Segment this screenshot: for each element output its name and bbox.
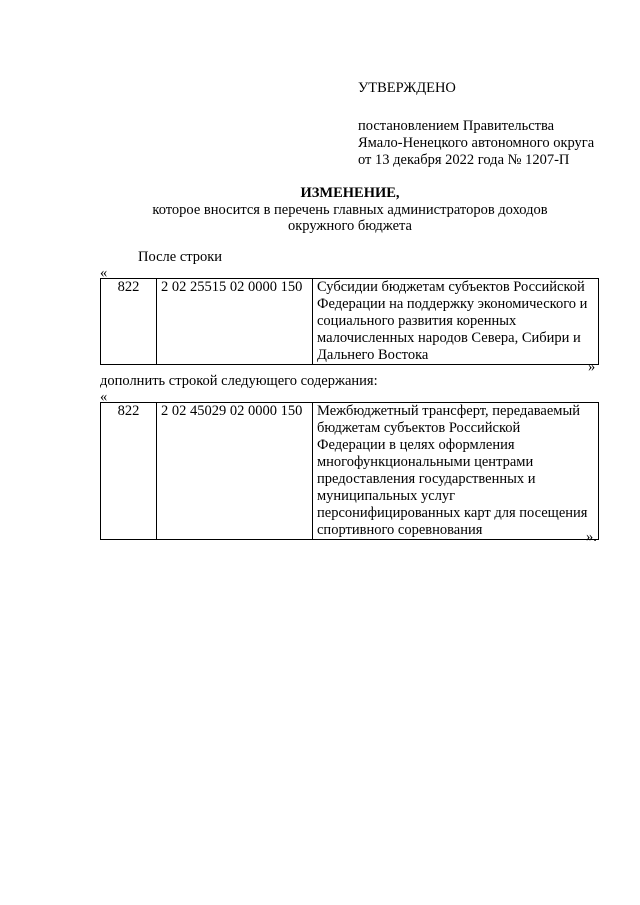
- description-line: персонифицированных карт для посещения: [317, 505, 588, 521]
- open-quote: «: [100, 389, 108, 405]
- document-subtitle: [100, 202, 600, 234]
- description-line: Федерации в целях оформления: [317, 437, 515, 453]
- table-row: [101, 403, 599, 540]
- existing-row-table: [100, 278, 599, 365]
- subtitle-line: которое вносится в перечень главных администраторов доходов: [152, 202, 548, 218]
- after-row-text: После строки: [138, 249, 223, 265]
- description-line: предоставления государственных и: [317, 471, 536, 487]
- document-title: ИЗМЕНЕНИЕ,: [300, 185, 400, 201]
- supplement-text: дополнить строкой следующего содержания:: [100, 373, 378, 389]
- description-line: Межбюджетный трансферт, передаваемый: [317, 403, 580, 419]
- kbk-code-cell: 2 02 25515 02 0000 150: [157, 279, 313, 365]
- approval-line: постановлением Правительства: [358, 118, 555, 134]
- document-heading: [100, 185, 600, 234]
- open-quote: «: [100, 265, 108, 281]
- approval-line: Ямало-Ненецкого автономного округа: [358, 135, 595, 151]
- table-row: [101, 279, 599, 365]
- description-line: Дальнего Востока: [317, 347, 429, 363]
- description-line: спортивного соревнования: [317, 522, 483, 538]
- admin-code-cell: 822: [101, 279, 157, 365]
- final-close-quote: ».: [586, 529, 597, 545]
- description-line: социального развития коренных: [317, 313, 517, 329]
- approval-title: УТВЕРЖДЕНО: [358, 80, 456, 96]
- description-cell: [313, 403, 599, 540]
- description-line: муниципальных услуг: [317, 488, 456, 504]
- kbk-code-cell: 2 02 45029 02 0000 150: [157, 403, 313, 540]
- approval-details: [358, 118, 628, 169]
- admin-code-cell: 822: [101, 403, 157, 540]
- description-line: бюджетам субъектов Российской: [317, 420, 521, 436]
- description-line: малочисленных народов Севера, Сибири и: [317, 330, 581, 346]
- close-quote: »: [588, 359, 596, 375]
- description-line: многофункциональными центрами: [317, 454, 534, 470]
- approval-line: от 13 декабря 2022 года № 1207-П: [358, 152, 570, 168]
- subtitle-line: окружного бюджета: [288, 218, 412, 234]
- description-line: Федерации на поддержку экономического и: [317, 296, 588, 312]
- new-row-table: [100, 402, 599, 540]
- description-cell: [313, 279, 599, 365]
- approval-block: [358, 80, 628, 169]
- description-line: Субсидии бюджетам субъектов Российской: [317, 279, 585, 295]
